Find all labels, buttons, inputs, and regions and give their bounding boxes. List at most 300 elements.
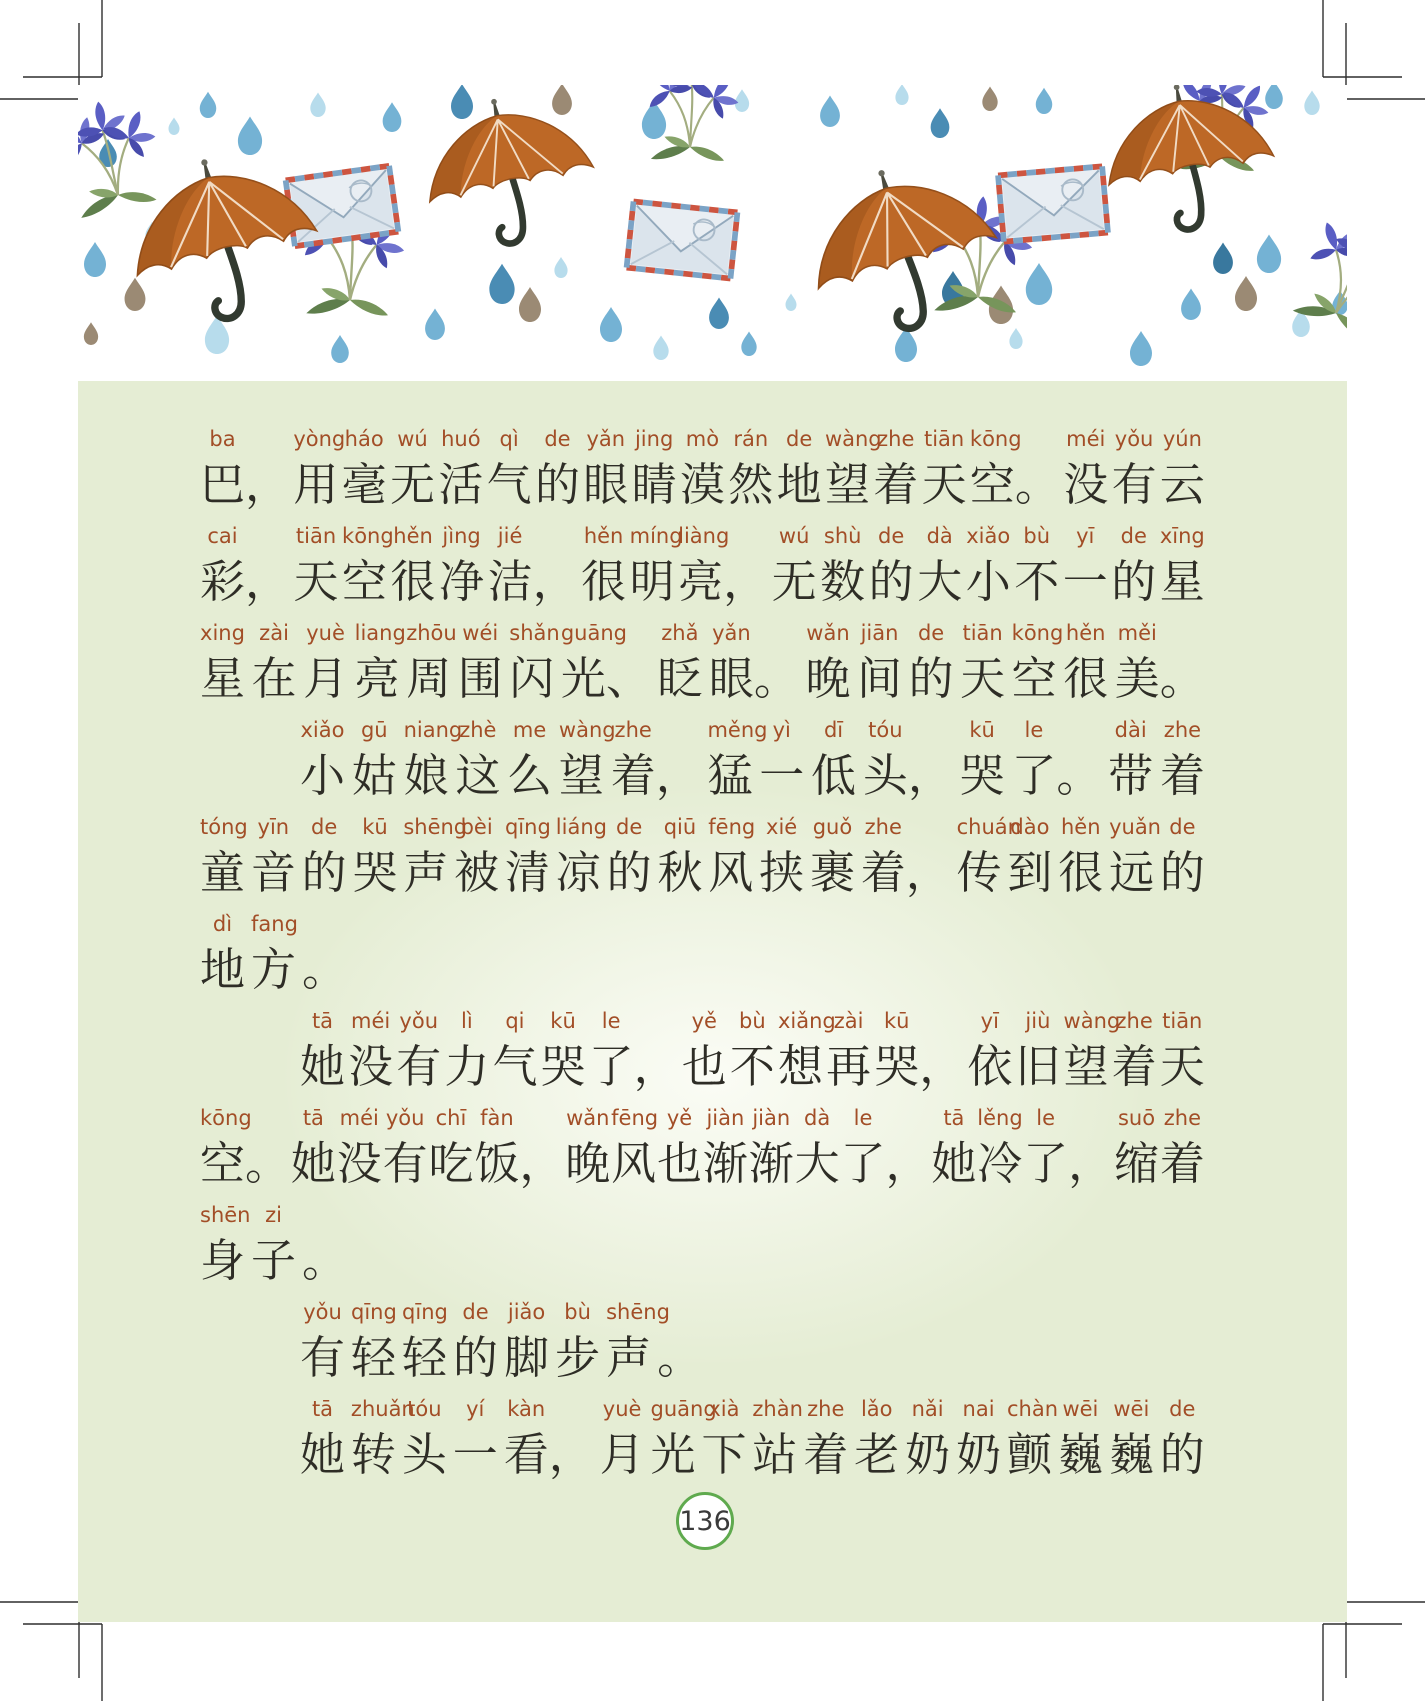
pinyin-text: zhe <box>877 427 915 451</box>
hanzi-text: 哭 <box>540 1042 586 1092</box>
pinyin-text: xing <box>200 621 245 645</box>
pinyin-text: hěn <box>583 524 624 548</box>
ruby-unit <box>558 715 616 805</box>
hanzi-text: 晚 <box>805 654 851 704</box>
pinyin-text: rán <box>733 427 769 451</box>
ruby-unit <box>810 812 855 902</box>
ruby-unit <box>402 1394 447 1484</box>
hanzi-text: 无 <box>771 557 817 607</box>
pinyin-text: míng <box>629 524 683 548</box>
ruby-unit <box>795 1103 840 1193</box>
ruby-unit <box>970 424 1060 514</box>
ruby-unit <box>342 424 387 514</box>
hanzi-text: 望 <box>558 751 604 801</box>
pinyin-text: de <box>462 1300 489 1324</box>
hanzi-text: 大 <box>794 1139 840 1189</box>
pinyin-text: bù <box>1023 524 1051 548</box>
raindrop-icon <box>84 242 106 277</box>
raindrop-icon <box>125 278 146 311</box>
ruby-unit <box>303 618 348 708</box>
ruby-unit <box>701 1394 746 1484</box>
ruby-unit <box>680 424 725 514</box>
ruby-unit <box>820 521 865 611</box>
ruby-unit <box>657 618 702 708</box>
ruby-unit <box>966 521 1011 611</box>
hanzi-text: 老 <box>854 1430 900 1480</box>
pinyin-text: zhe <box>1163 1106 1201 1130</box>
ruby-unit <box>1160 1103 1205 1193</box>
pinyin-text: tā <box>943 1106 965 1130</box>
pinyin-text: dà <box>804 1106 831 1130</box>
pinyin-text: jié <box>497 524 523 548</box>
pinyin-text: wàng <box>824 427 882 451</box>
ruby-row <box>200 715 1205 805</box>
ruby-unit <box>1114 1103 1159 1193</box>
ruby-unit <box>1063 1006 1121 1096</box>
hanzi-text: 月 <box>303 654 349 704</box>
hanzi-text: 有 <box>1111 460 1157 510</box>
raindrop-icon <box>1036 88 1053 114</box>
ruby-unit <box>777 424 822 514</box>
pinyin-text: wàng <box>558 718 616 742</box>
hanzi-text: 有 <box>396 1042 442 1092</box>
hanzi-text: 活 <box>438 460 484 510</box>
ruby-unit <box>657 1103 702 1193</box>
pinyin-text: fēng <box>611 1106 659 1130</box>
raindrop-icon <box>238 117 262 156</box>
hanzi-text: 眨 <box>657 654 703 704</box>
pinyin-text: wēi <box>1062 1397 1099 1421</box>
hanzi-text: 闪 <box>509 654 555 704</box>
pinyin-text: dī <box>823 718 844 742</box>
hanzi-text: 转 <box>350 1430 396 1480</box>
hanzi-text: 不 <box>729 1042 775 1092</box>
hanzi-text: 亮， <box>678 557 769 607</box>
text-line <box>200 618 1205 708</box>
pinyin-text: kōng <box>200 1106 252 1130</box>
pinyin-text: tiān <box>1162 1009 1203 1033</box>
ruby-unit <box>504 1394 594 1484</box>
envelope-icon <box>627 201 738 278</box>
hanzi-text: 有 <box>382 1139 428 1189</box>
ruby-unit <box>611 1103 659 1193</box>
pinyin-text: qi <box>505 1009 525 1033</box>
pinyin-text: guāng <box>650 1397 717 1421</box>
ruby-row <box>200 1006 1205 1096</box>
hanzi-text: 天 <box>293 557 339 607</box>
pinyin-text: de <box>785 427 813 451</box>
page-number: 136 <box>679 1505 731 1537</box>
raindrop-icon <box>519 287 541 322</box>
hanzi-text: 颤 <box>1006 1430 1052 1480</box>
ruby-unit <box>1115 618 1205 708</box>
ruby-unit <box>857 618 902 708</box>
ruby-unit <box>390 424 435 514</box>
ruby-unit <box>200 424 290 514</box>
ruby-unit <box>650 1394 717 1484</box>
ruby-unit <box>678 521 768 611</box>
hanzi-text: 想 <box>777 1042 823 1092</box>
pinyin-text: de <box>917 621 945 645</box>
ruby-unit <box>629 521 683 611</box>
pinyin-text: de <box>311 815 338 839</box>
raindrop-icon <box>383 102 402 132</box>
hanzi-text: 云 <box>1159 460 1205 510</box>
hanzi-text: 着 <box>803 1430 849 1480</box>
pinyin-text: yǎn <box>712 621 751 645</box>
ruby-unit <box>931 1103 976 1193</box>
ruby-row <box>200 618 1205 708</box>
raindrop-icon <box>169 118 180 136</box>
envelope-icon <box>286 166 399 246</box>
hanzi-text: 她 <box>931 1139 977 1189</box>
hanzi-text: 小 <box>965 557 1011 607</box>
ruby-unit <box>474 1103 564 1193</box>
ruby-unit <box>444 1006 489 1096</box>
pinyin-text: qīng <box>402 1300 448 1324</box>
ruby-unit <box>752 1394 803 1484</box>
hanzi-text: 的 <box>301 848 347 898</box>
ruby-unit <box>632 424 677 514</box>
pinyin-text: tā <box>302 1106 324 1130</box>
hanzi-text: 空。 <box>969 460 1060 510</box>
pinyin-text: tóu <box>868 718 903 742</box>
hanzi-text: 声 <box>403 848 449 898</box>
ruby-row <box>200 1297 1205 1387</box>
text-line <box>200 1394 1205 1484</box>
raindrop-icon <box>1304 91 1319 116</box>
pinyin-text: chuán <box>956 815 1021 839</box>
hanzi-text: 的 <box>868 557 914 607</box>
ruby-unit <box>874 1006 964 1096</box>
hanzi-text: 眼 <box>583 460 629 510</box>
pinyin-text: cai <box>207 524 238 548</box>
pinyin-text: niang <box>403 718 463 742</box>
ruby-unit <box>200 1103 290 1193</box>
pinyin-text: měi <box>1117 621 1157 645</box>
pinyin-text: zhōu <box>406 621 457 645</box>
pinyin-text: chàn <box>1006 1397 1059 1421</box>
pinyin-text: zhe <box>614 718 652 742</box>
pinyin-text: tiān <box>295 524 337 548</box>
pinyin-text: jing <box>634 427 674 451</box>
hanzi-text: 站 <box>752 1430 798 1480</box>
pinyin-text: xiǎo <box>300 718 345 742</box>
pinyin-text: shēng <box>403 815 468 839</box>
hanzi-text: 间 <box>857 654 903 704</box>
raindrop-icon <box>1130 331 1152 366</box>
pinyin-text: yīn <box>257 815 290 839</box>
hanzi-text: 凉 <box>555 848 601 898</box>
ruby-unit <box>439 521 484 611</box>
ruby-unit <box>488 521 578 611</box>
hanzi-text: 不 <box>1014 557 1060 607</box>
ruby-unit <box>854 1394 899 1484</box>
hanzi-text: 声 <box>606 1333 652 1383</box>
hanzi-text: 下 <box>701 1430 747 1480</box>
hanzi-text: 看， <box>503 1430 594 1480</box>
hanzi-text: 望 <box>1063 1042 1109 1092</box>
hanzi-text: 哭 <box>959 751 1005 801</box>
hanzi-text: 么 <box>507 751 553 801</box>
hanzi-text: 气 <box>486 460 532 510</box>
ruby-unit <box>777 1006 836 1096</box>
pinyin-text: tiān <box>923 427 965 451</box>
hanzi-text: 音 <box>250 848 296 898</box>
pinyin-text: le <box>853 1106 873 1130</box>
pinyin-text: jiàn <box>706 1106 745 1130</box>
ruby-unit <box>293 424 346 514</box>
hanzi-text: 饭， <box>474 1139 565 1189</box>
text-line <box>200 1006 1205 1096</box>
raindrop-icon <box>554 257 567 278</box>
pinyin-text: dào <box>1010 815 1050 839</box>
ruby-unit <box>351 1297 396 1387</box>
hanzi-text: 她 <box>300 1042 346 1092</box>
hanzi-text: 天 <box>1159 1042 1205 1092</box>
raindrop-icon <box>895 327 917 362</box>
pinyin-text: háo <box>344 427 384 451</box>
ruby-unit <box>251 909 296 999</box>
raindrop-icon <box>735 89 749 112</box>
ruby-unit <box>403 812 468 902</box>
pinyin-text: méi <box>339 1106 379 1130</box>
hanzi-text: 她 <box>290 1139 336 1189</box>
hanzi-text: 大 <box>917 557 963 607</box>
ruby-row <box>200 909 1205 999</box>
pinyin-text: zhe <box>1115 1009 1153 1033</box>
ruby-unit <box>383 1103 428 1193</box>
ruby-unit <box>917 521 962 611</box>
ruby-unit <box>291 1103 336 1193</box>
ruby-unit <box>728 424 773 514</box>
text-line <box>200 424 1205 514</box>
ruby-unit <box>402 1297 447 1387</box>
pinyin-text: qì <box>499 427 519 451</box>
ruby-unit <box>454 812 499 902</box>
hanzi-text: 美。 <box>1114 654 1205 704</box>
raindrop-icon <box>709 298 729 330</box>
ruby-unit <box>1160 1394 1205 1484</box>
hanzi-text: 用 <box>293 460 339 510</box>
hanzi-text: 也 <box>657 1139 703 1189</box>
ruby-unit <box>708 812 756 902</box>
raindrop-icon <box>653 336 668 361</box>
pinyin-text: hěn <box>1065 621 1106 645</box>
ruby-unit <box>492 1006 537 1096</box>
ruby-unit <box>200 909 245 999</box>
flower-icon <box>78 85 181 225</box>
hanzi-text: 望 <box>824 460 870 510</box>
pinyin-text: le <box>601 1009 621 1033</box>
hanzi-text: 围 <box>457 654 503 704</box>
hanzi-text: 亮 <box>354 654 400 704</box>
ruby-unit <box>977 1103 1022 1193</box>
header-illustration <box>78 85 1347 381</box>
ruby-unit <box>509 618 560 708</box>
raindrop-icon <box>451 85 473 119</box>
hanzi-text: 数 <box>820 557 866 607</box>
ruby-unit <box>772 521 817 611</box>
ruby-unit <box>200 1200 251 1290</box>
ruby-unit <box>1011 715 1101 805</box>
hanzi-text: 气 <box>492 1042 538 1092</box>
hanzi-text: 眼。 <box>708 654 799 704</box>
hanzi-text: 哭 <box>352 848 398 898</box>
ruby-unit <box>606 1297 670 1387</box>
hanzi-text: 的 <box>1159 1430 1205 1480</box>
pinyin-text: kōng <box>969 427 1022 451</box>
hanzi-text: 一 <box>1062 557 1108 607</box>
hanzi-text: 空 <box>1011 654 1057 704</box>
pinyin-text: bèi <box>460 815 493 839</box>
ruby-unit <box>406 618 457 708</box>
pinyin-text: yuè <box>602 1397 642 1421</box>
ruby-unit <box>1108 715 1153 805</box>
hanzi-text: 巍 <box>1108 1430 1154 1480</box>
ruby-unit <box>1058 1394 1103 1484</box>
raindrop-icon <box>552 85 572 115</box>
ruby-unit <box>1111 521 1156 611</box>
pinyin-text: yuè <box>306 621 345 645</box>
pinyin-text: le <box>1024 718 1044 742</box>
ruby-unit <box>1063 521 1108 611</box>
ruby-unit <box>535 424 580 514</box>
hanzi-text: 裹 <box>809 848 855 898</box>
raindrop-icon <box>425 309 445 341</box>
hanzi-text: 天 <box>960 654 1006 704</box>
pinyin-text: mò <box>685 427 720 451</box>
raindrop-icon <box>741 332 756 357</box>
raindrop-icon <box>931 108 950 138</box>
ruby-unit <box>1014 521 1059 611</box>
ruby-unit <box>1011 618 1064 708</box>
ruby-unit <box>863 715 953 805</box>
pinyin-text: wú <box>778 524 810 548</box>
hanzi-text: 的 <box>606 848 652 898</box>
ruby-unit <box>337 1103 382 1193</box>
text-line <box>200 812 1205 902</box>
hanzi-text: 净 <box>439 557 485 607</box>
pinyin-text: wàng <box>1063 1009 1121 1033</box>
pinyin-text: de <box>544 427 571 451</box>
ruby-unit <box>1160 1006 1205 1096</box>
raindrop-icon <box>1265 85 1283 109</box>
hanzi-text: 渐 <box>702 1139 748 1189</box>
hanzi-text: 秋 <box>657 848 703 898</box>
pinyin-text: jiàn <box>752 1106 791 1130</box>
ruby-unit <box>581 521 626 611</box>
ruby-unit <box>541 1006 586 1096</box>
raindrop-icon <box>310 93 325 118</box>
pinyin-text: zài <box>259 621 289 645</box>
hanzi-text: 星 <box>1159 557 1205 607</box>
pinyin-text: zhe <box>807 1397 845 1421</box>
hanzi-text: 一 <box>452 1430 498 1480</box>
hanzi-text: 传 <box>956 848 1002 898</box>
pinyin-text: yǒu <box>1114 427 1154 451</box>
ruby-unit <box>300 1297 345 1387</box>
hanzi-text: 没 <box>348 1042 394 1092</box>
hanzi-text: 步 <box>555 1333 601 1383</box>
hanzi-text: 着， <box>610 751 701 801</box>
pinyin-text: nǎi <box>911 1397 944 1421</box>
hanzi-text: 小 <box>300 751 346 801</box>
pinyin-text: kū <box>362 815 388 839</box>
pinyin-text: yí <box>466 1397 485 1421</box>
ruby-unit <box>657 812 702 902</box>
ruby-unit <box>1112 1006 1157 1096</box>
hanzi-text: 巍 <box>1057 1430 1103 1480</box>
ruby-unit <box>507 715 552 805</box>
ruby-unit <box>749 1103 794 1193</box>
pinyin-text: de <box>1169 815 1196 839</box>
hanzi-text: 了。 <box>1011 751 1102 801</box>
hanzi-text: 。 <box>302 945 348 995</box>
hanzi-text: 带 <box>1108 751 1154 801</box>
text-line <box>200 909 1205 999</box>
pinyin-text: lǎo <box>860 1397 893 1421</box>
ruby-unit <box>811 715 856 805</box>
pinyin-text: de <box>1120 524 1147 548</box>
pinyin-text: xià <box>708 1397 740 1421</box>
ruby-unit <box>611 715 701 805</box>
pinyin-text: yǒu <box>385 1106 425 1130</box>
ruby-row <box>200 812 1205 902</box>
ruby-unit <box>1023 1103 1113 1193</box>
ruby-unit <box>682 1006 727 1096</box>
ruby-unit <box>348 1006 393 1096</box>
ruby-unit <box>396 1006 441 1096</box>
hanzi-text: 渐 <box>748 1139 794 1189</box>
pinyin-text: hěn <box>393 524 433 548</box>
raindrop-icon <box>642 101 666 140</box>
pinyin-text: méi <box>351 1009 391 1033</box>
ruby-unit <box>561 618 651 708</box>
ruby-unit <box>607 812 652 902</box>
hanzi-text: 的 <box>453 1333 499 1383</box>
pinyin-text: zhǎ <box>661 621 699 645</box>
ruby-unit <box>352 812 397 902</box>
ruby-unit <box>956 812 1021 902</box>
raindrop-icon <box>1026 263 1052 305</box>
hanzi-text: 身 <box>200 1236 246 1286</box>
ruby-unit <box>251 1200 296 1290</box>
page-number-badge <box>676 1492 734 1550</box>
hanzi-text: 哭， <box>874 1042 965 1092</box>
pinyin-text: jiān <box>860 621 899 645</box>
hanzi-text: 的 <box>1111 557 1157 607</box>
hanzi-text: 光 <box>650 1430 696 1480</box>
hanzi-text: 空 <box>342 557 388 607</box>
hanzi-text: 轻 <box>402 1333 448 1383</box>
ruby-unit <box>759 715 804 805</box>
hanzi-text: 奶 <box>956 1430 1002 1480</box>
hanzi-text: 也 <box>681 1042 727 1092</box>
pinyin-text: lěng <box>977 1106 1023 1130</box>
ruby-unit <box>1015 1006 1060 1096</box>
ruby-unit <box>583 424 628 514</box>
pinyin-text: tā <box>311 1009 334 1033</box>
pinyin-text: shù <box>823 524 862 548</box>
pinyin-text: fang <box>251 912 298 936</box>
raindrop-icon <box>600 307 622 342</box>
raindrop-icon <box>1257 235 1281 274</box>
ruby-unit <box>960 715 1005 805</box>
pinyin-text: yì <box>772 718 791 742</box>
pinyin-text: liàng <box>678 524 730 548</box>
pinyin-text: kū <box>883 1009 910 1033</box>
